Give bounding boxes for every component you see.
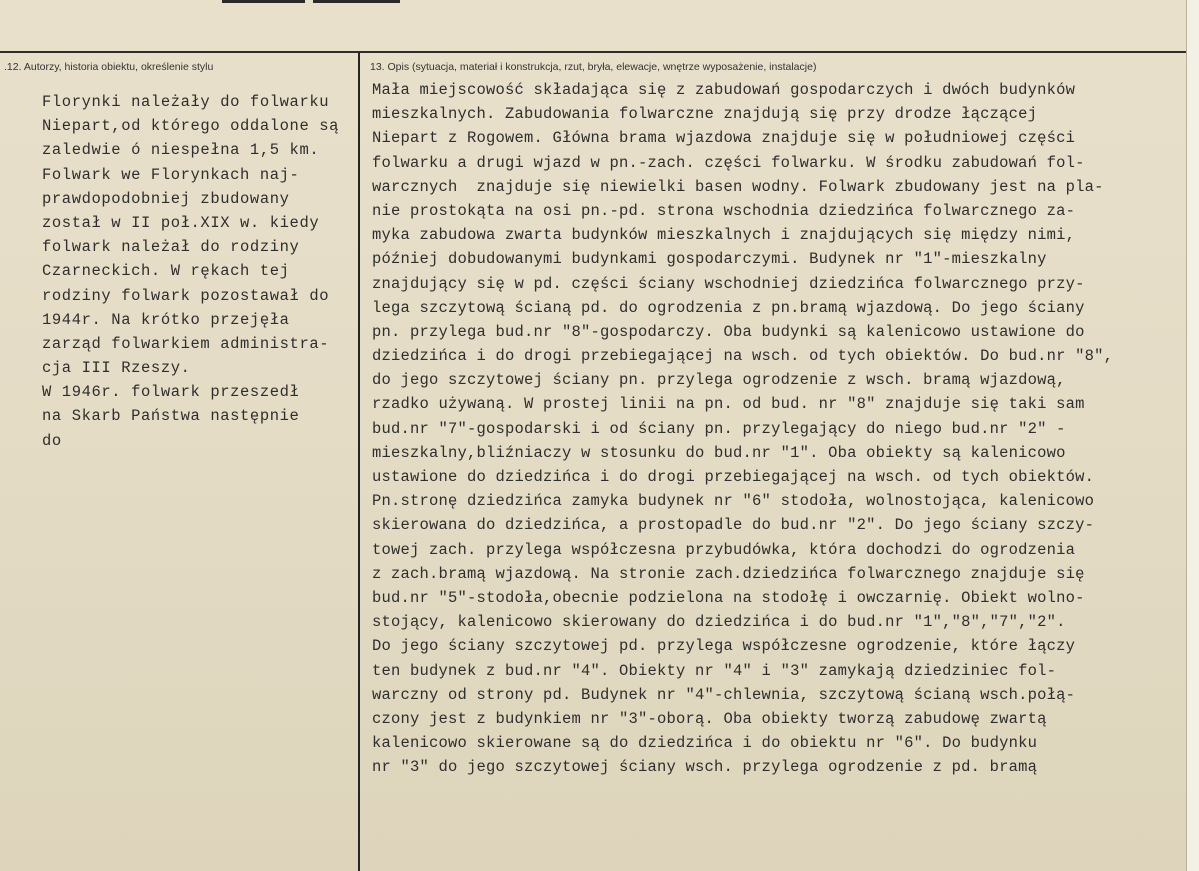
section-12-header: .12. Autorzy, historia obiektu, określenie stylu	[4, 61, 214, 73]
text-line: folwark należał do rodziny	[42, 238, 300, 257]
top-rule-right	[313, 0, 400, 3]
history-text	[42, 90, 339, 453]
text-line: mieszkalny,bliźniaczy w stosunku do bud.nr "1". Oba obiekty są kalenicowo	[372, 443, 1066, 462]
text-line: czony jest z budynkiem nr "3"-oborą. Oba obiekty tworzą zabudowę zwartą	[372, 709, 1047, 728]
text-line: folwarku a drugi wjazd w pn.-zach. części folwarku. W środku zabudowań fol-	[372, 153, 1085, 172]
description-text	[372, 78, 1113, 779]
text-line: warcznych znajduje się niewielki basen wodny. Folwark zbudowany jest na pla-	[372, 177, 1104, 196]
text-line: dziedzińca i do drogi przebiegającej na wsch. od tych obiektów. Do bud.nr "8",	[372, 347, 1114, 366]
text-line: nie prostokąta na osi pn.-pd. strona wschodnia dziedzińca folwarcznego za-	[372, 201, 1076, 220]
column-divider	[358, 52, 360, 871]
text-line: mieszkalnych. Zabudowania folwarczne znajdują się przy drodze łączącej	[372, 105, 1038, 124]
top-rule-left	[222, 0, 305, 3]
text-line: do jego szczytowej ściany pn. przylega ogrodzenie z wsch. bramą wjazdową,	[372, 371, 1066, 390]
text-line: W 1946r. folwark przeszedł	[42, 383, 300, 402]
section-13-header: 13. Opis (sytuacja, materiał i konstrukcja, rzut, bryła, elewacje, wnętrze wyposażenie, instalacje)	[370, 61, 817, 73]
text-line: pn. przylega bud.nr "8"-gospodarczy. Oba budynki są kalenicowo ustawione do	[372, 322, 1085, 341]
text-line: nr "3" do jego szczytowej ściany wsch. przylega ogrodzenie z pd. bramą	[372, 758, 1038, 777]
text-line: prawdopodobniej zbudowany	[42, 189, 290, 208]
text-line: znajdujący się w pd. części ściany wschodniej dziedzińca folwarcznego przy-	[372, 274, 1085, 293]
text-line: Florynki należały do folwarku	[42, 93, 330, 111]
text-line: Mała miejscowość składająca się z zabudowań gospodarczych i dwóch budynków	[372, 81, 1076, 99]
text-line: Czarneckich. W rękach tej	[42, 262, 290, 281]
text-line: został w II poł.XIX w. kiedy	[42, 213, 320, 232]
text-line: ustawione do dziedzińca i do drogi przebiegającej na wsch. od tych obiektów.	[372, 468, 1095, 486]
text-line: myka zabudowa zwarta budynków mieszkalnych i znajdujących się między nimi,	[372, 226, 1076, 245]
text-line: stojący, kalenicowo skierowany do dziedzińca i do bud.nr "1","8","7","2".	[372, 613, 1066, 632]
text-line: Folwark we Florynkach naj-	[42, 165, 300, 184]
text-line: później dobudowanymi budynkami gospodarczymi. Budynek nr "1"-mieszkalny	[372, 250, 1047, 269]
page-edge	[1186, 0, 1199, 871]
text-line: cja III Rzeszy.	[42, 359, 191, 378]
text-line: na Skarb Państwa następnie	[42, 407, 300, 426]
horizontal-rule	[0, 51, 1199, 53]
text-line: z zach.bramą wjazdową. Na stronie zach.dziedzińca folwarcznego znajduje się	[372, 564, 1085, 583]
text-line: ten budynek z bud.nr "4". Obiekty nr "4" i "3" zamykają dziedziniec fol-	[372, 661, 1057, 680]
text-line: Pn.stronę dziedzińca zamyka budynek nr "6" stodoła, wolnostojąca, kalenicowo	[372, 492, 1095, 511]
text-line: rzadko używaną. W prostej linii na pn. od bud. nr "8" znajduje się taki sam	[372, 395, 1085, 414]
text-line: bud.nr "5"-stodoła,obecnie podzielona na stodołę i owczarnię. Obiekt wolno-	[372, 588, 1085, 607]
text-line: warczny od strony pd. Budynek nr "4"-chlewnia, szczytową ścianą wsch.połą-	[372, 685, 1076, 704]
text-line: towej zach. przylega współczesna przybudówka, która dochodzi do ogrodzenia	[372, 540, 1076, 559]
text-line: Niepart,od którego oddalone są	[42, 117, 340, 136]
text-line: kalenicowo skierowane są do dziedzińca i do obiektu nr "6". Do budynku	[372, 734, 1038, 753]
text-line: Do jego ściany szczytowej pd. przylega współczesne ogrodzenie, które łączy	[372, 637, 1076, 656]
text-line: zarząd folwarkiem administra-	[42, 334, 330, 353]
text-line: Niepart z Rogowem. Główna brama wjazdowa znajduje się w południowej części	[372, 129, 1076, 148]
text-line: skierowana do dziedzińca, a prostopadle do bud.nr "2". Do jego ściany szczy-	[372, 516, 1095, 535]
text-line: lega szczytową ścianą pd. do ogrodzenia z pn.bramą wjazdową. Do jego ściany	[372, 298, 1085, 317]
text-line: bud.nr "7"-gospodarski i od ściany pn. przylegający do niego bud.nr "2" -	[372, 419, 1066, 438]
text-line: do	[42, 431, 62, 450]
text-line: 1944r. Na krótko przejęła	[42, 310, 290, 329]
text-line: rodziny folwark pozostawał do	[42, 286, 330, 305]
text-line: zaledwie ó niespełna 1,5 km.	[42, 141, 320, 160]
